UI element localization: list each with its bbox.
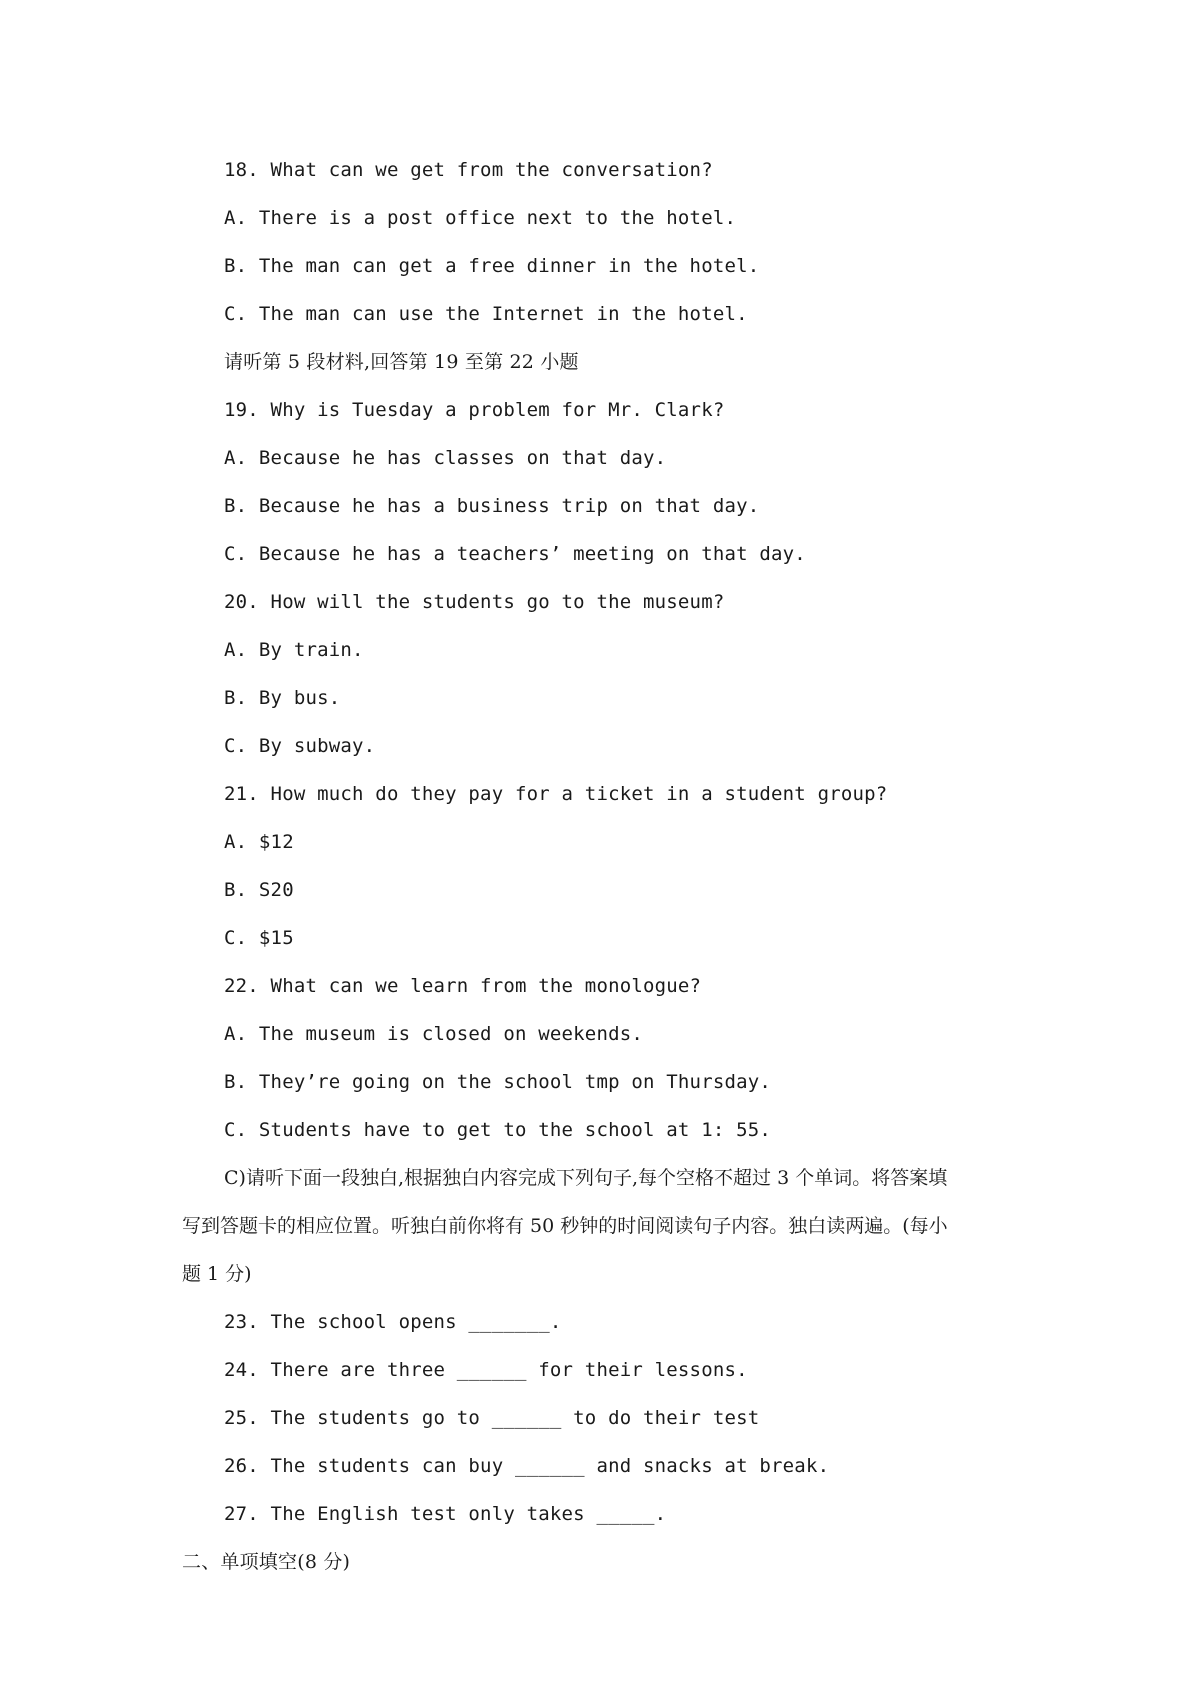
q24-fill-in: 24. There are three ______ for their lessons.	[224, 1359, 748, 1381]
section5-instruction: 请听第 5 段材料,回答第 19 至第 22 小题	[224, 351, 579, 373]
section-c-instruction-line1: C)请听下面一段独白,根据独白内容完成下列句子,每个空格不超过 3 个单词。将答案填	[224, 1167, 948, 1189]
q18-option-c: C. The man can use the Internet in the hotel.	[224, 303, 748, 325]
q19-stem: 19. Why is Tuesday a problem for Mr. Clark?	[224, 399, 725, 421]
q21-option-a: A. $12	[224, 831, 294, 853]
part2-heading: 二、单项填空(8 分)	[182, 1551, 351, 1573]
q19-option-b: B. Because he has a business trip on that day.	[224, 495, 760, 517]
q25-fill-in: 25. The students go to ______ to do their test	[224, 1407, 760, 1429]
q27-fill-in: 27. The English test only takes _____.	[224, 1503, 667, 1525]
q20-stem: 20. How will the students go to the museum?	[224, 591, 725, 613]
q23-fill-in: 23. The school opens _______.	[224, 1311, 562, 1333]
q22-stem: 22. What can we learn from the monologue?	[224, 975, 702, 997]
q19-option-c: C. Because he has a teachers’ meeting on that day.	[224, 543, 806, 565]
q20-option-a: A. By train.	[224, 639, 364, 661]
q18-option-b: B. The man can get a free dinner in the hotel.	[224, 255, 760, 277]
q21-option-b: B. S20	[224, 879, 294, 901]
q20-option-b: B. By bus.	[224, 687, 341, 709]
q19-option-a: A. Because he has classes on that day.	[224, 447, 667, 469]
q21-option-c: C. $15	[224, 927, 294, 949]
q22-option-b: B. They’re going on the school tmp on Thursday.	[224, 1071, 772, 1093]
q21-stem: 21. How much do they pay for a ticket in a student group?	[224, 783, 888, 805]
q18-option-a: A. There is a post office next to the hotel.	[224, 207, 737, 229]
q26-fill-in: 26. The students can buy ______ and snacks at break.	[224, 1455, 830, 1477]
q18-stem: 18. What can we get from the conversation?	[224, 159, 713, 181]
section-c-instruction-line2: 写到答题卡的相应位置。听独白前你将有 50 秒钟的时间阅读句子内容。独白读两遍。(每小	[182, 1215, 948, 1237]
section-c-instruction-line3: 题 1 分)	[182, 1263, 252, 1285]
q22-option-c: C. Students have to get to the school at 1: 55.	[224, 1119, 772, 1141]
q20-option-c: C. By subway.	[224, 735, 376, 757]
q22-option-a: A. The museum is closed on weekends.	[224, 1023, 644, 1045]
